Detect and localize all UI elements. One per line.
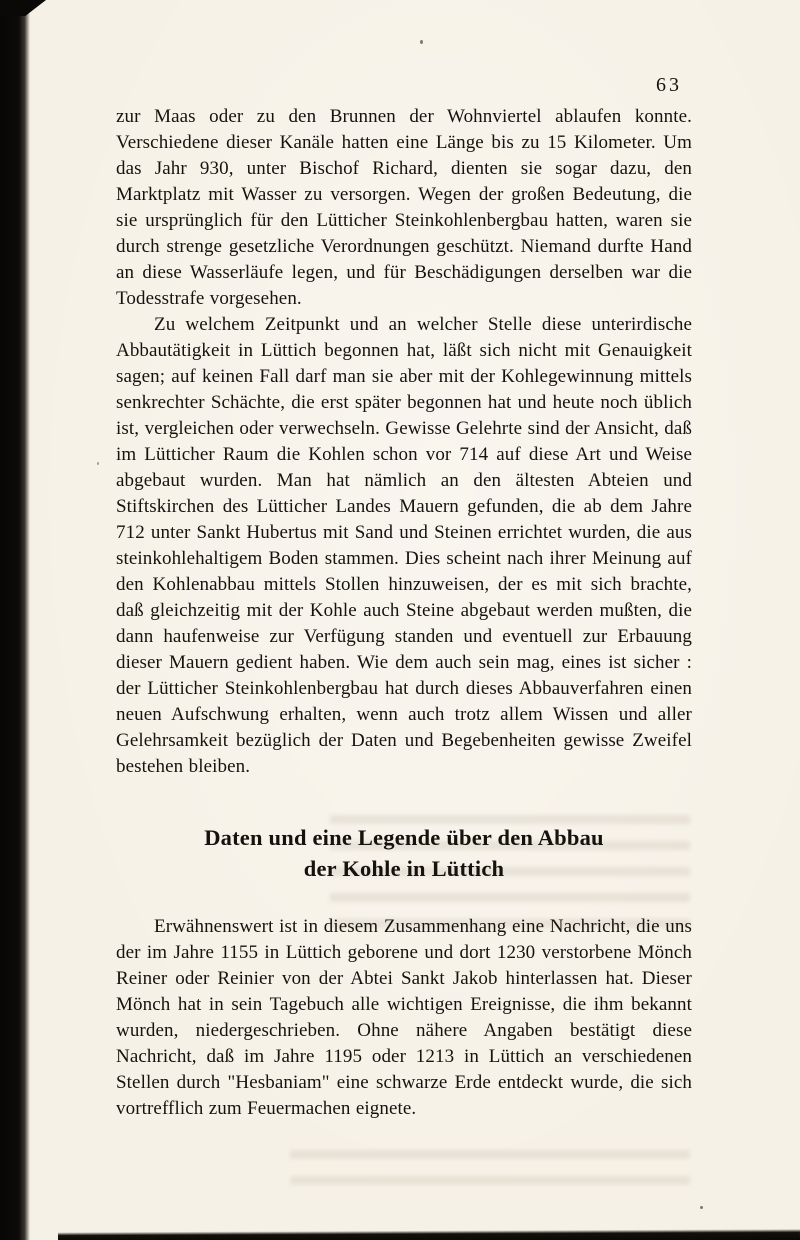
text-block: [116, 104, 692, 1122]
body-paragraph-2: Zu welchem Zeitpunkt und an welcher Stelle diese unterirdische Abbautätigkeit in Lüttich begonnen hat, läßt sich nicht mit Genauigkeit sagen; auf keinen Fall darf man sie aber mit der Kohlegewinnung mittels senkrechter Schächte, die erst später begonnen hat und heute noch üblich ist, vergleichen oder verwechseln. Gewisse Gelehrte sind der Ansicht, daß im Lütticher Raum die Kohlen schon vor 714 auf diese Art und Weise abgebaut wurden. Man hat nämlich an den ältesten Abteien und Stiftskirchen des Lütticher Landes Mauern gefunden, die ab dem Jahre 712 unter Sankt Hubertus mit Sand und Steinen errichtet wurden, die aus steinkohlehaltigem Boden stammen. Dies scheint nach ihrer Meinung auf den Kohlenabbau mittels Stollen hinzuweisen, der es mit sich brachte, daß gleichzeitig mit der Kohle auch Steine abgebaut werden mußten, die dann haufenweise zur Verfügung standen und eventuell zur Erbauung dieser Mauern gedient haben. Wie dem auch sein mag, eines ist sicher : der Lütticher Steinkohlenbergbau hat durch dieses Abbauverfahren einen neuen Aufschwung erhalten, wenn auch trotz allem Wissen und aller Gelehrsamkeit bezüglich der Daten und Begebenheiten gewisse Zweifel bestehen bleiben.: [116, 314, 692, 777]
scan-speck: [97, 462, 99, 465]
scan-edge-left-top: [0, 0, 46, 16]
scan-speck: [420, 40, 423, 44]
section-heading: [116, 822, 692, 884]
show-through-smudge: [290, 1150, 690, 1194]
body-paragraph-1: zur Maas oder zu den Brunnen der Wohnviertel ablaufen konnte. Verschiedene dieser Kanäle hatten eine Länge bis zu 15 Kilometer. Um das Jahr 930, unter Bischof Richard, dienten sie sogar dazu, den Marktplatz mit Wasser zu versorgen. Wegen der großen Bedeutung, die sie ursprünglich für den Lütticher Steinkohlenbergbau hatten, waren sie durch strenge gesetzliche Verordnungen geschützt. Niemand durfte Hand an diese Wasserläufe legen, und für Beschädigungen derselben war die Todesstrafe vorgesehen.: [116, 106, 692, 309]
section-heading-line-2: der Kohle in Lüttich: [303, 856, 505, 881]
scan-speck: [700, 1206, 703, 1209]
section-heading-line-1: Daten und eine Legende über den Abbau: [204, 825, 604, 850]
scan-edge-left: [0, 0, 30, 1240]
scan-edge-bottom: [58, 1229, 800, 1240]
page-number: 63: [656, 74, 682, 96]
body-paragraph-3: Erwähnenswert ist in diesem Zusammenhang eine Nachricht, die uns der im Jahre 1155 in Lüttich geborene und dort 1230 verstorbene Mönch Reiner oder Reinier von der Abtei Sankt Jakob hinterlassen hat. Dieser Mönch hat in sein Tagebuch alle wichtigen Ereignisse, die ihm bekannt wurden, niedergeschrieben. Ohne nähere Angaben bestätigt diese Nachricht, daß im Jahre 1195 oder 1213 in Lüttich an verschiedenen Stellen durch "Hesbaniam" eine schwarze Erde entdeckt wurde, die sich vortrefflich zum Feuermachen eignete.: [116, 916, 692, 1119]
